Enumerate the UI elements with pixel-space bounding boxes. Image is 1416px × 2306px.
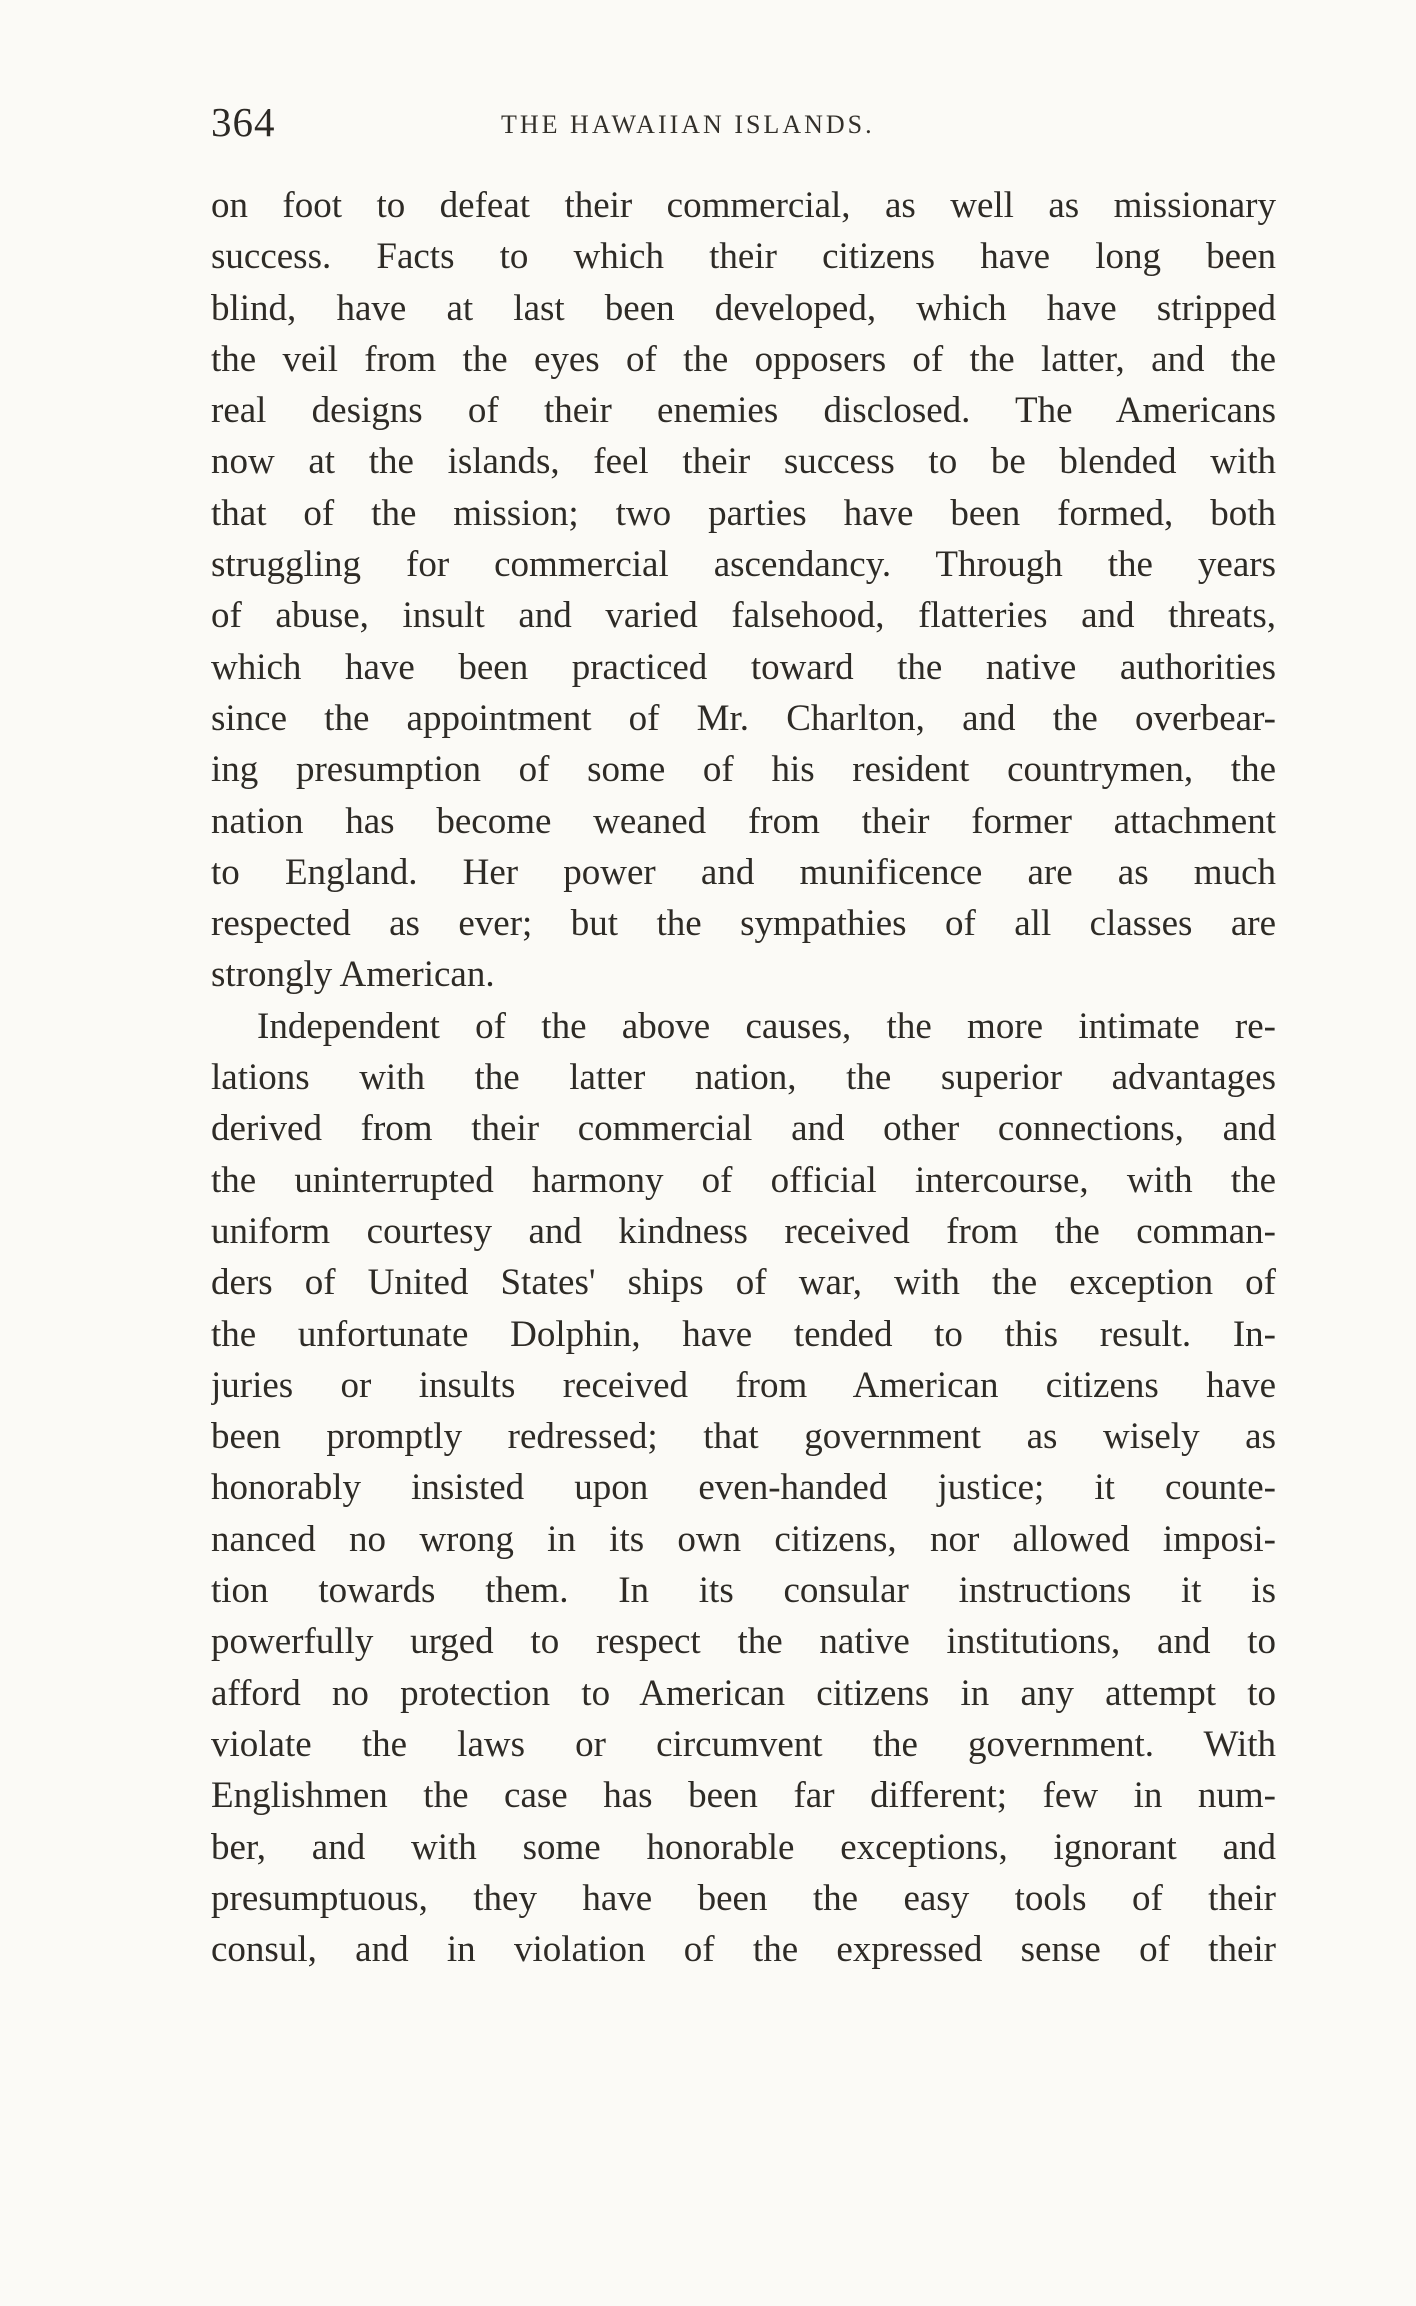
page-number: 364 [211, 99, 276, 145]
text-line: ber, and with some honorable exceptions, ignorant and [211, 1826, 1276, 1868]
text-line: nanced no wrong in its own citizens, nor allowed imposi- [211, 1518, 1276, 1560]
text-line: uniform courtesy and kindness received from the comman- [211, 1210, 1276, 1252]
text-line: violate the laws or circumvent the government. With [211, 1723, 1276, 1765]
text-line: presumptuous, they have been the easy tools of their [211, 1877, 1276, 1919]
text-line: blind, have at last been developed, which have stripped [211, 287, 1276, 329]
text-line: of abuse, insult and varied falsehood, flatteries and threats, [211, 595, 1276, 637]
text-line: ing presumption of some of his resident countrymen, the [211, 749, 1276, 791]
running-title: THE HAWAIIAN ISLANDS. [501, 110, 875, 139]
text-line: nation has become weaned from their former attachment [211, 800, 1276, 842]
page-header [211, 92, 1276, 152]
text-line: respected as ever; but the sympathies of all classes are [211, 903, 1276, 945]
text-line: on foot to defeat their commercial, as well as missionary [211, 185, 1276, 226]
text-line: the unfortunate Dolphin, have tended to this result. In- [211, 1313, 1276, 1355]
text-line: the uninterrupted harmony of official intercourse, with the [211, 1159, 1276, 1201]
text-line: been promptly redressed; that government as wisely as [211, 1416, 1276, 1458]
text-line: which have been practiced toward the native authorities [211, 646, 1276, 688]
text-line: the veil from the eyes of the opposers of the latter, and the [211, 338, 1276, 380]
text-line: lations with the latter nation, the superior advantages [211, 1057, 1276, 1099]
text-line: ders of United States' ships of war, with the exception of [211, 1262, 1276, 1304]
text-line: real designs of their enemies disclosed. The Americans [211, 390, 1276, 432]
text-line: powerfully urged to respect the native institutions, and to [211, 1621, 1276, 1663]
text-line: success. Facts to which their citizens have long been [211, 236, 1276, 278]
text-line: Englishmen the case has been far different; few in num- [211, 1775, 1276, 1817]
text-line: tion towards them. In its consular instructions it is [211, 1570, 1276, 1612]
text-line: afford no protection to American citizens in any attempt to [211, 1672, 1276, 1714]
paragraph-start-line: Independent of the above causes, the more intimate re- [257, 1005, 1276, 1047]
text-line: to England. Her power and munificence are as much [211, 851, 1276, 893]
text-line: that of the mission; two parties have been formed, both [211, 492, 1276, 534]
text-line: juries or insults received from American citizens have [211, 1364, 1276, 1406]
body-text [211, 180, 1276, 1975]
text-line: struggling for commercial ascendancy. Through the years [211, 544, 1276, 586]
text-line: honorably insisted upon even-handed justice; it counte- [211, 1467, 1276, 1509]
text-line: now at the islands, feel their success to be blended with [211, 441, 1276, 483]
text-line: derived from their commercial and other connections, and [211, 1108, 1276, 1150]
text-line: since the appointment of Mr. Charlton, and the overbear- [211, 697, 1276, 739]
text-line: strongly American. [211, 954, 495, 996]
text-line: consul, and in violation of the expressed sense of their [211, 1929, 1276, 1971]
